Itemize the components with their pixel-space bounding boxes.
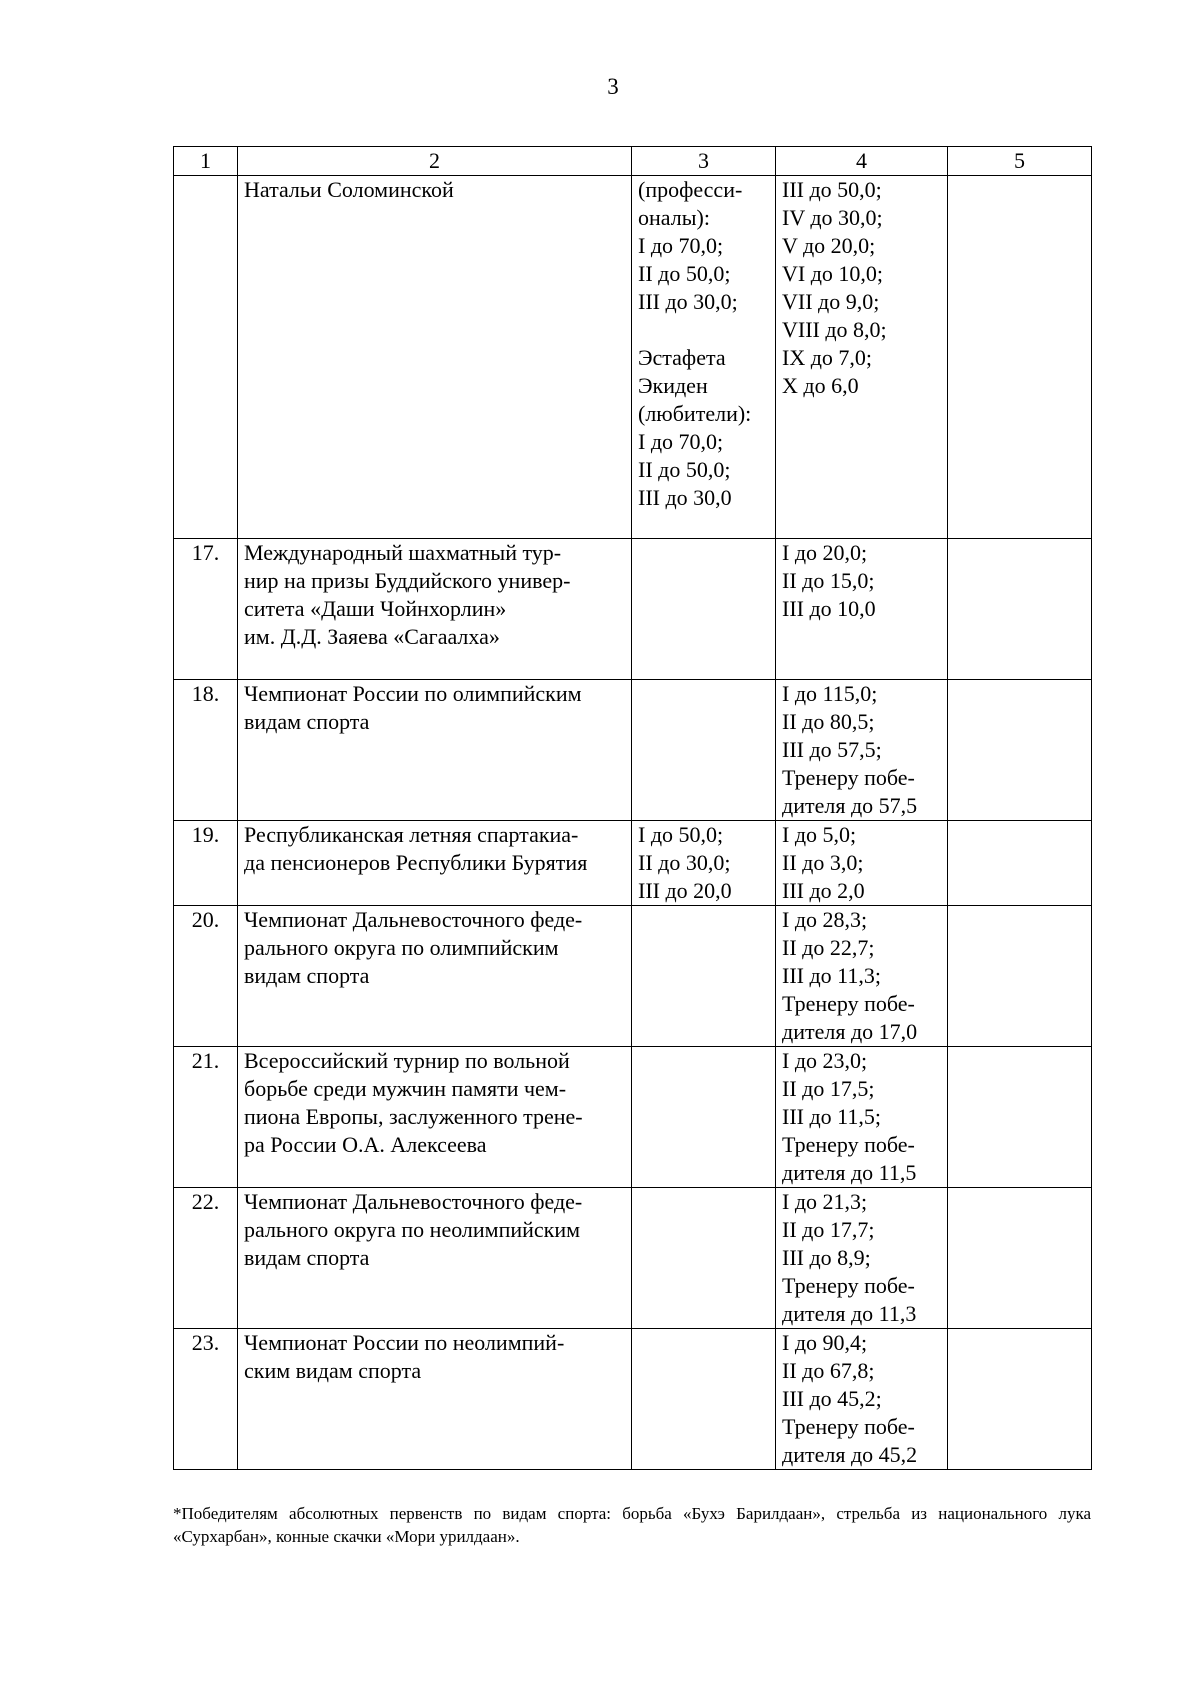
prize-col5: [948, 1047, 1092, 1188]
prize-col5: [948, 1188, 1092, 1329]
prize-col4: I до 21,3; II до 17,7; III до 8,9; Тренеру побе- дителя до 11,3: [776, 1188, 948, 1329]
table-row: [174, 539, 1092, 680]
row-number: [174, 176, 238, 539]
event-name: Натальи Соломинской: [238, 176, 632, 539]
prize-col5: [948, 1329, 1092, 1470]
prize-col3: (професси- оналы): I до 70,0; II до 50,0; III до 30,0; Эстафета Экиден (любители): I до 70,0; II до 50,0; III до 30,0: [632, 176, 776, 539]
prize-table: [173, 146, 1092, 1470]
table-row: [174, 1329, 1092, 1470]
row-number: 22.: [174, 1188, 238, 1329]
prize-col4: I до 23,0; II до 17,5; III до 11,5; Тренеру побе- дителя до 11,5: [776, 1047, 948, 1188]
event-name: Всероссийский турнир по вольной борьбе среди мужчин памяти чем- пиона Европы, заслуженного трене- ра России О.А. Алексеева: [238, 1047, 632, 1188]
event-name: Чемпионат России по неолимпий- ским видам спорта: [238, 1329, 632, 1470]
prize-col4: III до 50,0; IV до 30,0; V до 20,0; VI до 10,0; VII до 9,0; VIII до 8,0; IX до 7,0; X до 6,0: [776, 176, 948, 539]
prize-col5: [948, 176, 1092, 539]
prize-col4: I до 90,4; II до 67,8; III до 45,2; Тренеру побе- дителя до 45,2: [776, 1329, 948, 1470]
prize-col4: I до 115,0; II до 80,5; III до 57,5; Тренеру побе- дителя до 57,5: [776, 680, 948, 821]
footnote: *Победителям абсолютных первенств по видам спорта: борьба «Бухэ Барилдаан», стрельба из национального лука «Сурхарбан», конные скачки «Мори урилдаан».: [173, 1504, 1091, 1546]
table-row: [174, 1047, 1092, 1188]
prize-col3: I до 50,0; II до 30,0; III до 20,0: [632, 821, 776, 906]
event-name: Республиканская летняя спартакиа- да пенсионеров Республики Бурятия: [238, 821, 632, 906]
table-row: [174, 680, 1092, 821]
table-row: [174, 176, 1092, 539]
row-number: 17.: [174, 539, 238, 680]
prize-col4: I до 20,0; II до 15,0; III до 10,0: [776, 539, 948, 680]
table-header-row: [174, 147, 1092, 176]
prize-col5: [948, 821, 1092, 906]
prize-col3: [632, 1329, 776, 1470]
prize-col3: [632, 680, 776, 821]
event-name: Чемпионат Дальневосточного феде- рального округа по олимпийским видам спорта: [238, 906, 632, 1047]
table-row: [174, 906, 1092, 1047]
prize-col4: I до 5,0; II до 3,0; III до 2,0: [776, 821, 948, 906]
table-row: [174, 821, 1092, 906]
table-row: [174, 1188, 1092, 1329]
event-name: Чемпионат Дальневосточного феде- рального округа по неолимпийским видам спорта: [238, 1188, 632, 1329]
header-cell-2: 2: [238, 147, 632, 176]
header-cell-5: 5: [948, 147, 1092, 176]
header-cell-1: 1: [174, 147, 238, 176]
prize-col5: [948, 680, 1092, 821]
row-number: 18.: [174, 680, 238, 821]
row-number: 20.: [174, 906, 238, 1047]
prize-col4: I до 28,3; II до 22,7; III до 11,3; Тренеру побе- дителя до 17,0: [776, 906, 948, 1047]
header-cell-4: 4: [776, 147, 948, 176]
prize-col5: [948, 539, 1092, 680]
prize-col3: [632, 1188, 776, 1329]
event-name: Международный шахматный тур- нир на призы Буддийского универ- ситета «Даши Чойнхорлин» им. Д.Д. Заяева «Сагаалха»: [238, 539, 632, 680]
page-number: 3: [607, 74, 619, 99]
row-number: 23.: [174, 1329, 238, 1470]
prize-col3: [632, 906, 776, 1047]
event-name: Чемпионат России по олимпийским видам спорта: [238, 680, 632, 821]
prize-col3: [632, 1047, 776, 1188]
prize-col3: [632, 539, 776, 680]
row-number: 21.: [174, 1047, 238, 1188]
prize-col5: [948, 906, 1092, 1047]
header-cell-3: 3: [632, 147, 776, 176]
row-number: 19.: [174, 821, 238, 906]
